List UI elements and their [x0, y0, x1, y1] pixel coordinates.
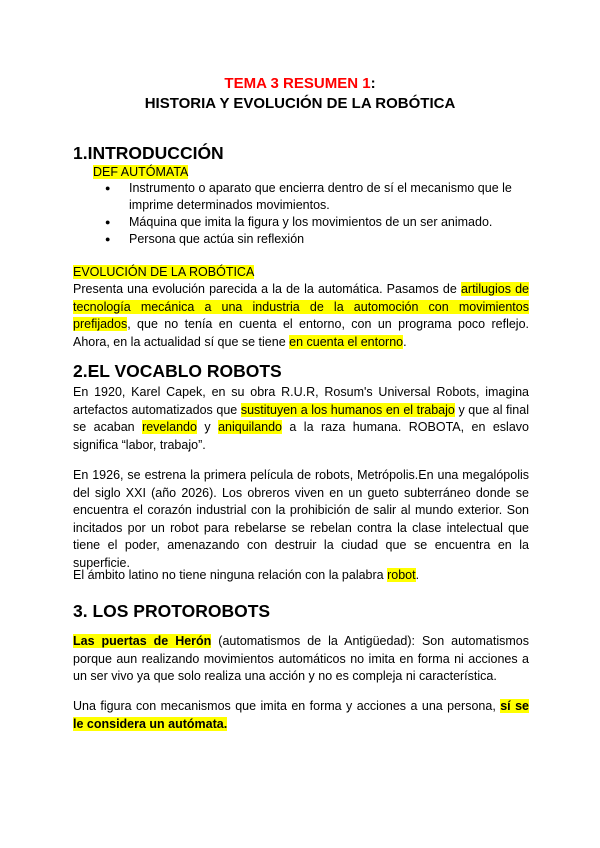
- bullet-icon: ●: [105, 183, 111, 193]
- document-title-line2: HISTORIA Y EVOLUCIÓN DE LA ROBÓTICA: [144, 95, 456, 112]
- evolucion-label: EVOLUCIÓN DE LA ROBÓTICA: [73, 265, 255, 279]
- vocablo-paragraph-1: En 1920, Karel Capek, en su obra R.U.R, Rosum's Universal Robots, imagina artefactos automatizados que sustituyen a los humanos en el trabajo y que al final se acaban revelando y aniquilando a la raza humana. ROBOTA, en eslavo significa “labor, trabajo”.: [73, 385, 529, 452]
- list-item: ● Instrumento o aparato que encierra dentro de sí el mecanismo que le imprime determinados movimientos.: [105, 181, 512, 212]
- bullet-icon: ●: [105, 234, 111, 244]
- vocablo-paragraph-2: En 1926, se estrena la primera película de robots, Metrópolis.En una megalópolis del siglo XXI (año 2026). Los obreros viven en un gueto subterráneo donde se encuentra el corazón industrial con la prohibición de salir al mundo exterior. Son incitados por un robot para rebelarse se rebelan contra la clase intelectual que tiene el poder, amenazando con destruir la ciudad que se encuentra en la superficie.: [73, 468, 529, 570]
- list-item: ● Máquina que imita la figura y los movimientos de un ser animado.: [105, 215, 493, 229]
- bullet-icon: ●: [105, 217, 111, 227]
- title-colon: :: [370, 75, 376, 92]
- protorobots-paragraph-1: Las puertas de Herón (automatismos de la Antigüedad): Son automatismos porque aun realizando movimientos automáticos no imita en forma ni acciones a un ser vivo ya que solo realiza una acción y no es compleja ni característica.: [73, 634, 529, 683]
- title-part1: TEMA 3 RESUMEN 1: [224, 75, 371, 92]
- heading-vocablo-robots: 2.EL VOCABLO ROBOTS: [73, 361, 282, 381]
- definition-list: [105, 180, 535, 248]
- list-item: ● Persona que actúa sin reflexión: [105, 232, 305, 246]
- document-title-line1: [0, 74, 600, 94]
- protorobots-paragraph-2: Una figura con mecanismos que imita en forma y acciones a una persona, sí se le considera un autómata.: [73, 699, 529, 731]
- evolucion-paragraph: Presenta una evolución parecida a la de la automática. Pasamos de artilugios de tecnología mecánica a una industria de la automoción con movimientos prefijados, que no tenía en cuenta el entorno, con un programa poco reflejo. Ahora, en la actualidad sí que se tiene en cuenta el entorno.: [73, 282, 530, 349]
- def-automata-label: DEF AUTÓMATA: [93, 165, 189, 179]
- heading-introduccion: 1.INTRODUCCIÓN: [73, 143, 224, 163]
- heading-protorobots: 3. LOS PROTOROBOTS: [73, 601, 271, 621]
- vocablo-paragraph-3: El ámbito latino no tiene ninguna relación con la palabra robot.: [73, 568, 420, 582]
